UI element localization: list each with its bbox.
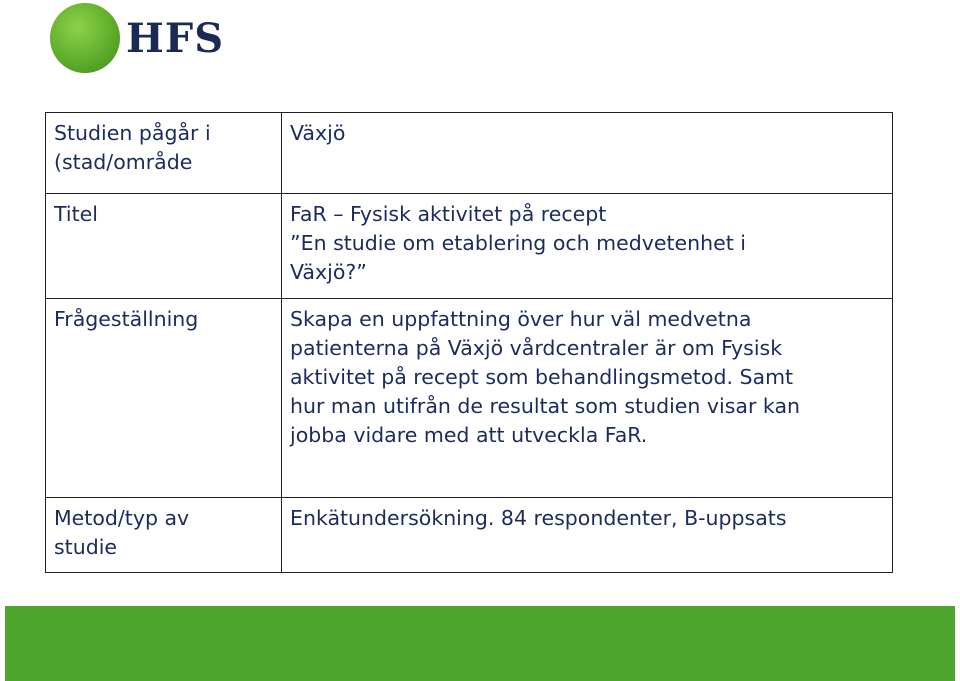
value-text: Skapa en uppfattning över hur väl medvetna (290, 307, 752, 331)
value-cell-title (282, 194, 893, 299)
value-text: aktivitet på recept som behandlingsmetod. Samt (290, 365, 794, 389)
logo-text: HFS (126, 14, 225, 62)
value-text: jobba vidare med att utveckla FaR. (290, 423, 648, 447)
table-row-method (46, 498, 893, 573)
label-text: studie (54, 535, 118, 559)
table-row-location (46, 113, 893, 194)
label-cell-question (46, 299, 282, 498)
label-cell-title (46, 194, 282, 299)
value-cell-method (282, 498, 893, 573)
label-cell-method (46, 498, 282, 573)
value-text: Växjö?” (290, 260, 367, 284)
value-cell-location (282, 113, 893, 194)
value-text: patienterna på Växjö vårdcentraler är om Fysisk (290, 336, 783, 360)
label-text: Titel (54, 202, 98, 226)
value-text: Växjö (290, 121, 346, 145)
table-row-title (46, 194, 893, 299)
value-text: Enkätundersökning. 84 respondenter, B-uppsats (290, 506, 787, 530)
label-text: (stad/område (54, 150, 193, 174)
label-text: Frågeställning (54, 307, 199, 331)
footer-bar (5, 606, 955, 681)
table-row-question (46, 299, 893, 498)
label-text: Studien pågår i (54, 121, 211, 145)
label-cell-location (46, 113, 282, 194)
label-text: Metod/typ av (54, 506, 190, 530)
hfs-logo (50, 3, 224, 73)
value-text: FaR – Fysisk aktivitet på recept (290, 202, 607, 226)
value-text: ”En studie om etablering och medvetenhet i (290, 231, 746, 255)
study-info-table (45, 112, 893, 573)
value-text: hur man utifrån de resultat som studien visar kan (290, 394, 800, 418)
logo-circle-icon (50, 3, 120, 73)
value-cell-question (282, 299, 893, 498)
